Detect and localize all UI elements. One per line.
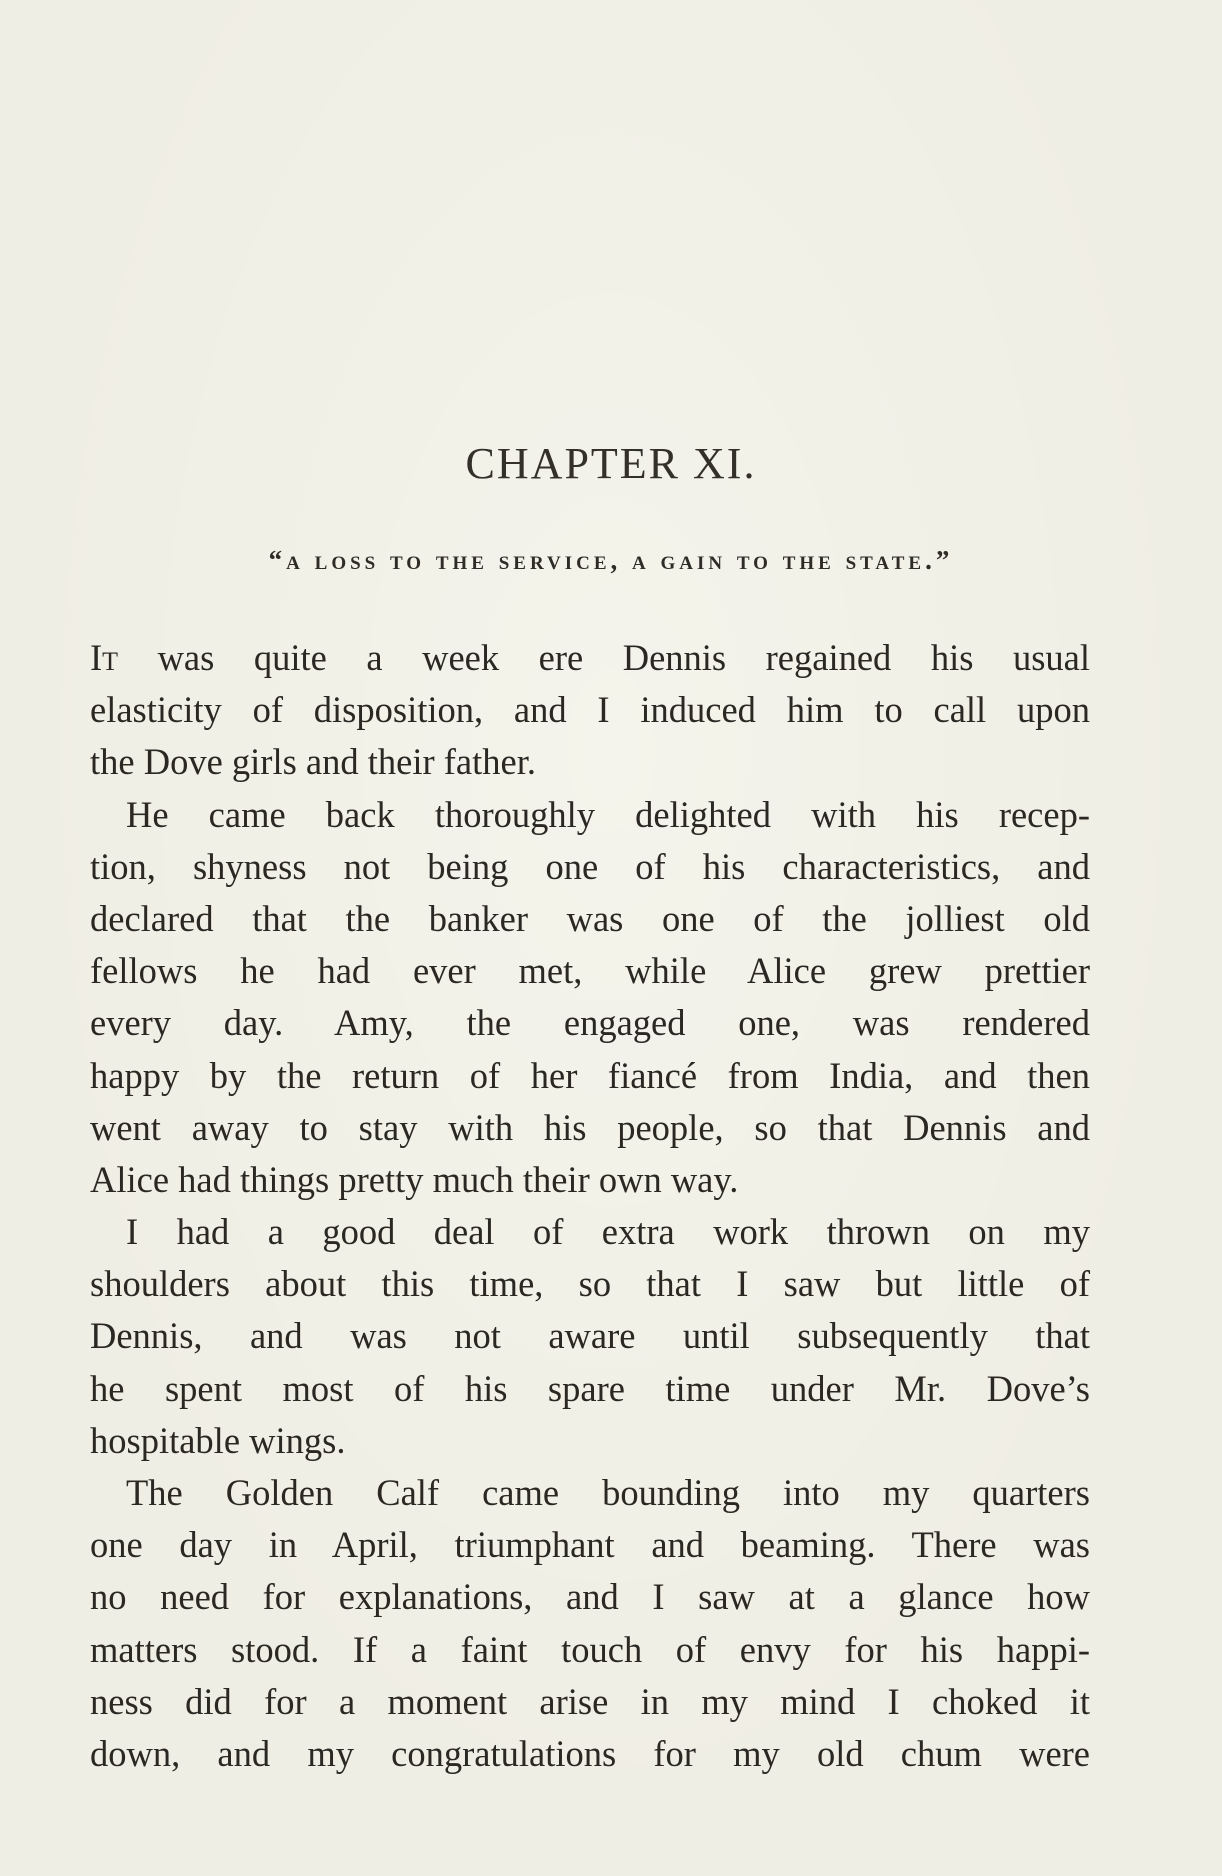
text-line: went away to stay with his people, so that Dennis and bbox=[90, 1106, 1090, 1148]
text-line: elasticity of disposition, and I induced him to call upon bbox=[90, 689, 1090, 731]
chapter-title: CHAPTER XI. bbox=[465, 439, 757, 488]
text-line: one day in April, triumphant and beaming. There was bbox=[90, 1524, 1090, 1566]
text-line: matters stood. If a faint touch of envy for his happi- bbox=[90, 1628, 1090, 1670]
body-text bbox=[90, 632, 1090, 1780]
text-line: fellows he had ever met, while Alice grew prettier bbox=[90, 950, 1090, 992]
text-line: no need for explanations, and I saw at a glance how bbox=[90, 1576, 1090, 1618]
text-line: hospitable wings. bbox=[90, 1419, 346, 1461]
text-line: The Golden Calf came bounding into my quarters bbox=[126, 1472, 1090, 1513]
text-line: he spent most of his spare time under Mr. Dove’s bbox=[90, 1367, 1090, 1409]
text-line: down, and my congratulations for my old chum were bbox=[90, 1732, 1090, 1774]
text-line: It was quite a week ere Dennis regained his usual bbox=[90, 637, 1090, 678]
text-line: happy by the return of her fiancé from India, and then bbox=[90, 1054, 1090, 1096]
text-line: Dennis, and was not aware until subsequently that bbox=[90, 1315, 1090, 1357]
text-line: shoulders about this time, so that I saw but little of bbox=[90, 1263, 1090, 1305]
chapter-subtitle: “a loss to the service, a gain to the state.” bbox=[268, 545, 954, 575]
text-line: He came back thoroughly delighted with his recep- bbox=[126, 793, 1090, 835]
text-line: ness did for a moment arise in my mind I choked it bbox=[90, 1680, 1090, 1722]
text-line: the Dove girls and their father. bbox=[90, 741, 536, 783]
text-line: Alice had things pretty much their own way. bbox=[90, 1158, 739, 1200]
text-line: every day. Amy, the engaged one, was rendered bbox=[90, 1002, 1090, 1044]
text-line: I had a good deal of extra work thrown on my bbox=[126, 1211, 1090, 1253]
text-line: tion, shyness not being one of his characteristics, and bbox=[90, 845, 1090, 887]
opening-word: It bbox=[90, 637, 119, 678]
text-line: declared that the banker was one of the jolliest old bbox=[90, 897, 1090, 939]
